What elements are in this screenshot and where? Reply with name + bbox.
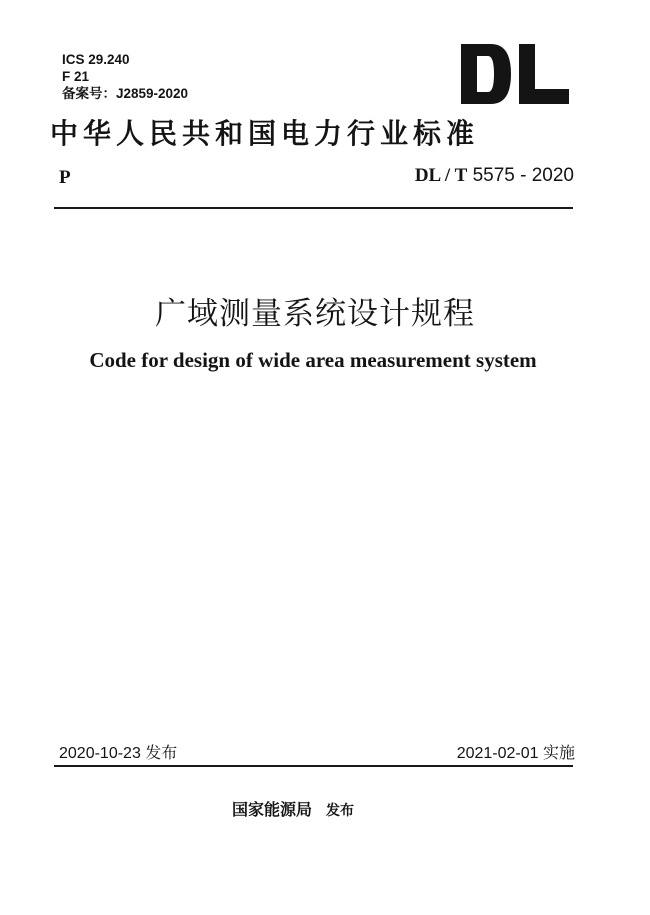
standard-number [415, 165, 574, 187]
publisher-org: 国家能源局 [232, 800, 313, 819]
publisher-line [232, 797, 354, 820]
issue-date: 2020-10-23 发布 [59, 745, 178, 762]
title-chinese: 广域测量系统设计规程 [155, 296, 475, 332]
standard-category: 中华人民共和国电力行业标准 [50, 117, 480, 150]
standard-code: 5575 - 2020 [472, 165, 574, 186]
standard-prefix: DL / T [414, 165, 468, 186]
classification-letter: P [59, 167, 71, 188]
ics-code: ICS 29.240 [62, 52, 130, 67]
header-divider [54, 207, 573, 209]
implementation-date: 2021-02-01 实施 [456, 745, 575, 762]
dl-logo-icon [461, 44, 569, 104]
footer-divider [54, 765, 573, 767]
record-number: 备案号：J2859-2020 [62, 86, 189, 101]
title-english: Code for design of wide area measurement system [89, 348, 537, 372]
publisher-action: 发布 [326, 803, 355, 819]
classification-block [62, 51, 188, 102]
ccs-code: F 21 [62, 69, 90, 84]
